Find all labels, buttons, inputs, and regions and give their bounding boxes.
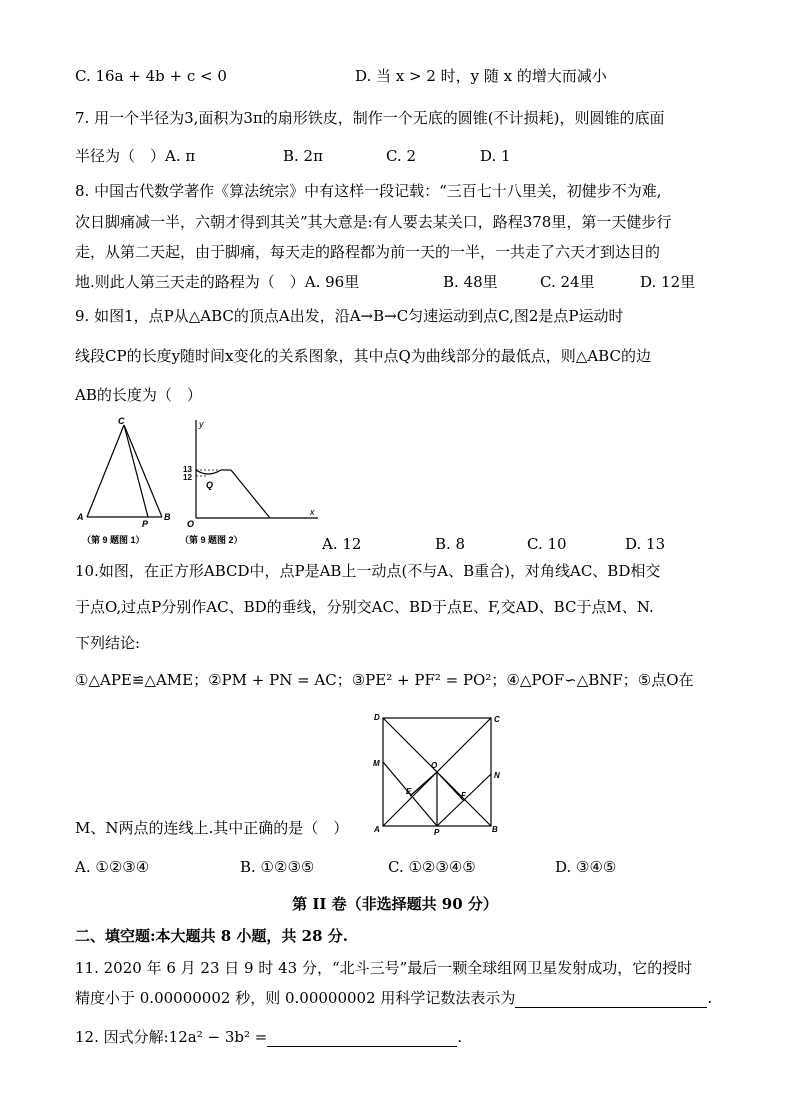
q9-fig1-label-p: P [142,519,149,529]
q9-fig2-y-label: y [199,419,204,429]
q10-label-m: M [373,759,380,768]
q10-label-a: A [374,825,380,834]
q12-end: . [457,1028,463,1046]
q9-line2: 线段CP的长度y随时间x变化的关系图象，其中点Q为曲线部分的最低点，则△ABC的边 [75,347,651,365]
q10-line3: 下列结论: [75,634,141,652]
q8-line1: 8. 中国古代数学著作《算法统宗》中有这样一段记载：“三百七十八里关，初健步不为难, [75,182,662,200]
q7-line2: 半径为（ ）A. π [75,147,196,165]
q10-option-a: A. ①②③④ [75,858,150,876]
q9-figure-1 [72,414,182,549]
q9-figure-2 [176,414,324,549]
q10-label-o: O [431,761,438,770]
q10-option-d: D. ③④⑤ [555,858,617,876]
q9-option-c: C. 10 [527,535,567,553]
q11-answer-blank[interactable] [515,991,707,1008]
q9-option-d: D. 13 [625,535,666,553]
q8-option-b: B. 48里 [443,273,498,291]
q8-line3: 走，从第二天起，由于脚痛，每天走的路程都为前一天的一半，一共走了六天才到达目的 [75,243,661,261]
q10-label-d: D [374,713,380,722]
q9-line1: 9. 如图1，点P从△ABC的顶点A出发，沿A→B→C匀速运动到点C,图2是点P运动时 [75,307,624,325]
q9-fig1-label-b: B [164,512,171,522]
q10-label-p: P [434,828,440,837]
q6-option-c: C. 16a + 4b + c < 0 [75,67,227,85]
q8-line2: 次日脚痛减一半，六朝才得到其关”其大意是:有人要去某关口，路程378里，第一天健步行 [75,213,672,231]
q9-fig2-x-label: x [310,507,315,517]
q12-line1: 12. 因式分解:12a² − 3b² = [75,1028,268,1046]
q7-option-c: C. 2 [386,147,417,165]
section2-title: 第 II 卷（非选择题共 90 分） [292,895,498,913]
q6-option-d: D. 当 x > 2 时，y 随 x 的增大而减小 [355,67,607,85]
q10-line5: M、N两点的连线上.其中正确的是（ ） [75,819,349,837]
q9-line3: AB的长度为（ ） [75,386,202,404]
q11-line1: 11. 2020 年 6 月 23 日 9 时 43 分，“北斗三号”最后一颗全球组网卫星发射成功，它的授时 [75,959,693,977]
q9-fig2-tick-13: 13 [183,465,192,474]
q10-option-b: B. ①②③⑤ [240,858,315,876]
q9-fig1-label-c: C [118,416,125,426]
q9-option-b: B. 8 [435,535,466,553]
q9-option-a: A. 12 [322,535,362,553]
q8-option-d: D. 12里 [640,273,696,291]
q10-line1: 10.如图，在正方形ABCD中，点P是AB上一动点(不与A、B重合)，对角线AC、BD相交 [75,562,661,580]
q10-label-b: B [492,825,498,834]
q7-option-d: D. 1 [480,147,511,165]
section2-heading: 二、填空题:本大题共 8 小题，共 28 分. [75,927,348,945]
q10-option-c: C. ①②③④⑤ [388,858,476,876]
q11-line2-wrap [75,988,712,1008]
q12-answer-blank[interactable] [267,1030,457,1047]
q10-line4: ①△APE≌△AME；②PM + PN = AC；③PE² + PF² = PO²；④△POF∽△BNF；⑤点O在 [75,671,694,689]
q7-option-b: B. 2π [283,147,323,165]
q9-fig2-caption: （第 9 题图 2） [180,535,243,545]
q11-line2: 精度小于 0.00000002 秒，则 0.00000002 用科学记数法表示为 [75,989,516,1007]
q10-label-f: F [461,791,466,800]
q9-fig1-caption: （第 9 题图 1） [82,535,145,545]
q8-option-c: C. 24里 [540,273,595,291]
q10-label-e: E [406,787,412,796]
q10-label-n: N [494,771,500,780]
q10-line2: 于点O,过点P分别作AC、BD的垂线，分别交AC、BD于点E、F,交AD、BC于点M、N. [75,598,654,616]
q10-figure [368,708,508,838]
q12-line-wrap [75,1027,462,1047]
q10-label-c: C [494,715,500,724]
q9-fig1-label-a: A [77,512,84,522]
q11-end: . [707,989,713,1007]
q9-fig2-tick-12: 12 [183,473,192,482]
q9-fig2-origin: O [187,519,195,529]
q7-line1: 7. 用一个半径为3,面积为3π的扇形铁皮，制作一个无底的圆锥(不计损耗)，则圆锥的底面 [75,109,665,127]
q8-line4: 地.则此人第三天走的路程为（ ）A. 96里 [75,273,360,291]
q9-fig2-label-q: Q [206,480,214,490]
